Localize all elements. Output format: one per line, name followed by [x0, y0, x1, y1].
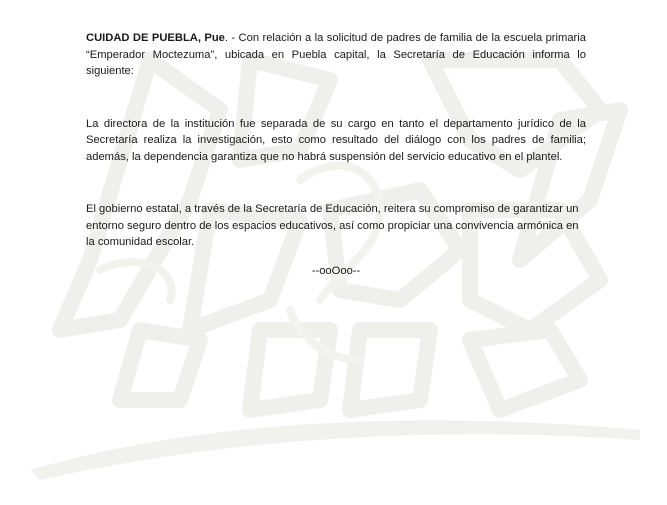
press-release	[86, 30, 586, 277]
dateline-city: CUIDAD DE PUEBLA, Pue	[86, 32, 225, 44]
closing-mark: --ooOoo--	[311, 264, 361, 277]
body-paragraph-3: El gobierno estatal, a través de la Secretaría de Educación, reitera su compromiso de garantizar un entorno seguro dentro de los espacios educativos, así como propiciar una convivencia armónica en la comunidad escolar.	[86, 203, 579, 248]
dateline-paragraph	[86, 30, 586, 80]
dateline-text: . - Con relación a la solicitud de padres de familia de la escuela primaria “Emperador Moctezuma”, ubicada en Puebla capital, la Secretaría de Educación informa lo siguiente:	[86, 32, 586, 77]
body-paragraph-2: La directora de la institución fue separada de su cargo en tanto el departamento jurídico de la Secretaría realiza la investigación, esto como resultado del diálogo con los padres de familia; además, la dependencia garantiza que no habrá suspensión del servicio educativo en el plantel.	[86, 117, 586, 163]
